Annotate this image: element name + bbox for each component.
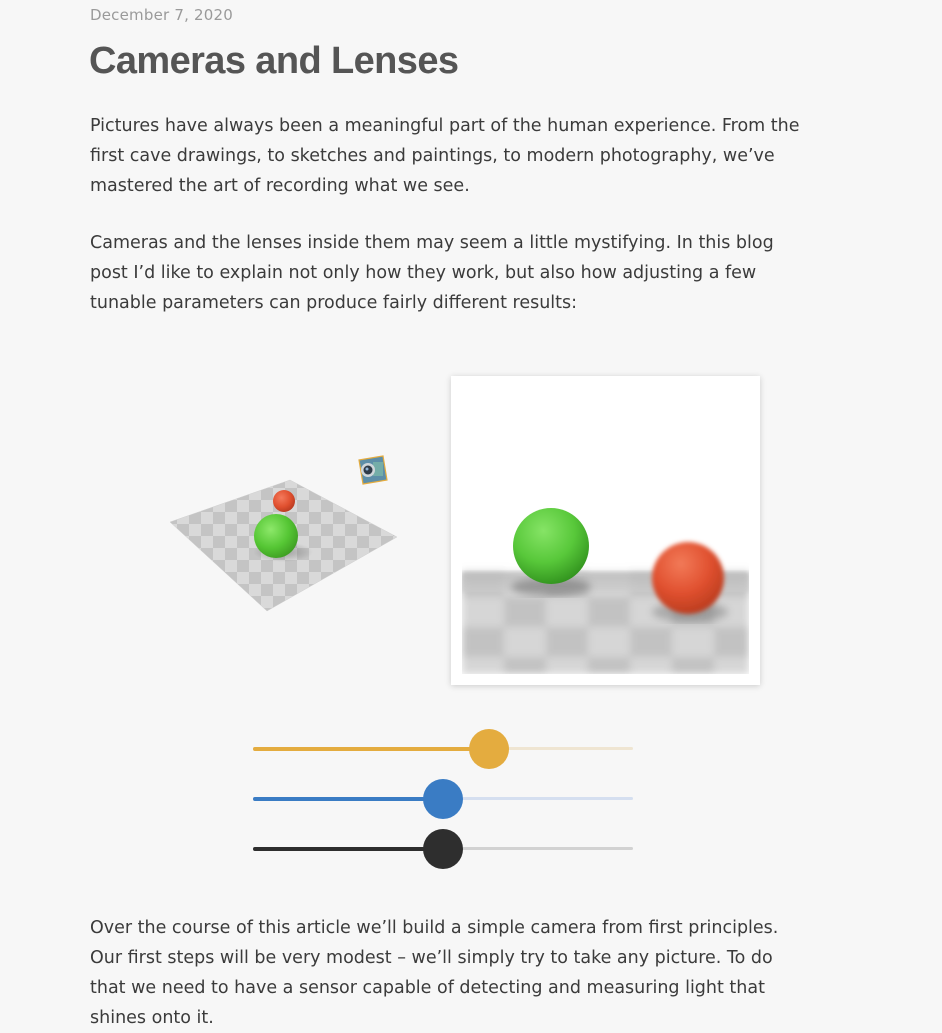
- slider-fill: [253, 747, 489, 751]
- slider-thumb[interactable]: [469, 729, 509, 769]
- red-sphere: [273, 490, 295, 512]
- explanation-paragraph: Cameras and the lenses inside them may seem a little mystifying. In this blog post I’d like to explain not only how they work, but also how adjusting a few tunable parameters can produce fairly different results:: [90, 233, 774, 313]
- slider-fill: [253, 797, 443, 801]
- orange-slider[interactable]: [253, 729, 633, 769]
- green-sphere: [254, 514, 298, 558]
- slider-fill: [253, 847, 443, 851]
- body-paragraph: Over the course of this article we’ll build a simple camera from first principles. Our first steps will be very modest – we’ll simply try to take any picture. To do that we need to have a sensor capable of detecting and measuring light that shines onto it.: [90, 918, 779, 1028]
- post-title: Cameras and Lenses: [89, 40, 459, 82]
- intro-paragraph: Pictures have always been a meaningful part of the human experience. From the first cave drawings, to sketches and paintings, to modern photography, we’ve mastered the art of recording what we see.: [90, 116, 800, 196]
- black-slider[interactable]: [253, 829, 633, 869]
- slider-thumb[interactable]: [423, 829, 463, 869]
- camera-preview: [451, 376, 760, 685]
- camera-icon[interactable]: [353, 452, 391, 488]
- blue-slider[interactable]: [253, 779, 633, 819]
- slider-thumb[interactable]: [423, 779, 463, 819]
- red-sphere: [652, 542, 724, 614]
- green-sphere: [513, 508, 589, 584]
- post-date: December 7, 2020: [90, 6, 234, 24]
- rendered-image: [462, 387, 749, 674]
